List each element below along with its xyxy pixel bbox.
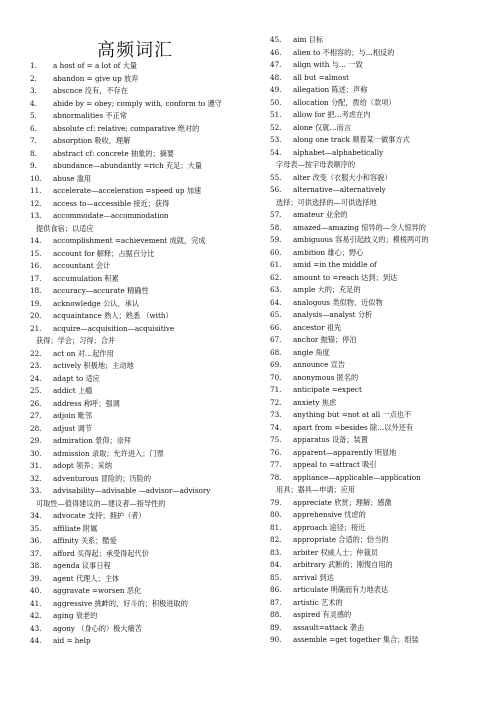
entry-text: apparatus 设备；装置 — [293, 435, 368, 444]
vocab-entry — [30, 285, 244, 298]
entry-translation: 选择；可供选择的—可供选择地 — [276, 197, 377, 207]
entry-text: arbiter 权威人士；仲裁员 — [293, 547, 378, 557]
entry-text: acquire—acquisition—acquisitive — [53, 323, 175, 333]
vocab-entry — [30, 298, 244, 311]
entry-text: act on 对…起作用 — [53, 348, 114, 358]
entry-number: 83. — [270, 547, 282, 557]
entry-text: aim 目标 — [293, 35, 324, 44]
entry-text: advisability—advisable —advisor—advisory — [53, 486, 211, 495]
entry-number: 43. — [30, 623, 42, 633]
vocab-entry — [30, 573, 244, 586]
entry-translation: 字母表—按字母表顺序的 — [276, 160, 356, 169]
vocab-entry — [270, 522, 490, 535]
entry-text: analysis—analyst 分析 — [293, 310, 373, 319]
entry-text: abide by = obey; comply with, conform to 遵守 — [53, 98, 222, 108]
vocab-entry — [270, 359, 490, 372]
entry-number: 24. — [30, 373, 42, 383]
vocab-entry — [270, 184, 490, 209]
entry-number: 46. — [270, 47, 282, 57]
vocab-entry — [30, 85, 244, 98]
entry-number: 18. — [30, 286, 42, 295]
entry-text: abandon = give up 放弃 — [53, 73, 139, 83]
entry-number: 7. — [30, 136, 37, 145]
entry-text: align with 与… 一致 — [293, 60, 363, 69]
entry-number: 74. — [270, 422, 282, 432]
entry-text: alternative—alternatively — [293, 185, 386, 194]
entry-number: 23. — [30, 361, 42, 370]
entry-text: amount to =reach 达到；到达 — [293, 272, 398, 282]
entry-text: agony （身心的）极大痛苦 — [53, 623, 142, 633]
entry-number: 10. — [30, 173, 42, 183]
entry-text: absorption 吸收，理解 — [53, 136, 131, 145]
vocab-entry — [30, 73, 244, 86]
entry-number: 80. — [270, 510, 282, 519]
entry-text: all but =almost — [293, 72, 349, 82]
vocab-entry — [30, 60, 244, 73]
entry-number: 2. — [30, 73, 37, 83]
vocab-entry — [270, 459, 490, 472]
entry-number: 11. — [30, 186, 42, 195]
vocab-entry — [270, 597, 490, 610]
vocab-entry — [270, 284, 490, 297]
entry-text: affinity 关系；酷爱 — [53, 536, 117, 545]
vocab-entry — [30, 510, 244, 523]
entry-text: angle 角度 — [293, 347, 330, 357]
entry-number: 70. — [270, 372, 282, 382]
vocab-entry — [270, 34, 490, 47]
entry-text: adapt to 适应 — [53, 373, 100, 383]
entry-number: 77. — [270, 460, 282, 469]
entry-text: arrival 到达 — [293, 572, 334, 582]
entry-text: appliance—applicable—application — [293, 472, 421, 482]
vocab-entry — [270, 397, 490, 410]
vocab-entry — [270, 122, 490, 135]
entry-text: advocate 支持；拥护（者） — [53, 511, 146, 520]
entry-number: 90. — [270, 635, 282, 644]
vocab-entry — [30, 123, 244, 136]
entry-number: 30. — [30, 448, 42, 458]
entry-number: 35. — [30, 523, 42, 533]
vocab-entry — [270, 47, 490, 60]
vocab-entry — [30, 560, 244, 573]
entry-number: 42. — [30, 611, 42, 620]
entry-text: abnormalities 不正常 — [53, 111, 127, 120]
entry-number: 85. — [270, 572, 282, 582]
vocab-entry — [270, 347, 490, 360]
page-title: 高频词汇 — [97, 40, 173, 61]
entry-text: appeal to =attract 吸引 — [293, 460, 377, 469]
entry-number: 39. — [30, 573, 42, 583]
vocab-entry — [270, 609, 490, 622]
entry-number: 69. — [270, 360, 282, 369]
entry-text: access to—accessible 接近；获得 — [53, 198, 170, 208]
entry-number: 60. — [270, 247, 282, 257]
entry-number: 67. — [270, 335, 282, 344]
entry-number: 38. — [30, 561, 42, 570]
entry-number: 6. — [30, 123, 37, 133]
entry-number: 65. — [270, 310, 282, 319]
entry-number: 44. — [30, 636, 42, 645]
entry-text: artistic 艺术的 — [293, 597, 343, 607]
entry-text: aggressive 挑衅的，好斗的；积极进取的 — [53, 598, 188, 608]
vocab-entry — [270, 234, 490, 247]
entry-text: ambiguous 容易引起歧义的；模棱两可的 — [293, 235, 429, 244]
entry-text: admiration 景仰；崇拜 — [53, 436, 132, 445]
vocab-entry — [30, 423, 244, 436]
entry-text: agent 代理人；主体 — [53, 573, 120, 583]
entry-text: amateur 业余的 — [293, 210, 348, 219]
entry-number: 64. — [270, 297, 282, 307]
entry-number: 33. — [30, 486, 42, 495]
entry-number: 82. — [270, 535, 282, 544]
right-column — [270, 34, 490, 647]
entry-text: adopt 领养；采纳 — [53, 461, 112, 470]
vocab-entry — [30, 248, 244, 261]
vocab-entry — [270, 509, 490, 522]
vocab-entry — [270, 409, 490, 422]
entry-number: 20. — [30, 311, 42, 320]
vocab-entry — [270, 559, 490, 572]
entry-number: 37. — [30, 548, 42, 558]
vocab-entry — [270, 497, 490, 510]
vocab-entry — [270, 547, 490, 560]
vocab-entry — [270, 222, 490, 235]
entry-text: apprehensive 忧虑的 — [293, 510, 366, 519]
entry-translation: 获得；学会；习得；合并 — [36, 336, 116, 345]
entry-text: address 称呼；强调 — [53, 398, 120, 408]
entry-text: aging 衰老的 — [53, 611, 98, 620]
entry-text: abundance—abundantly =rich 充足；大量 — [53, 161, 202, 170]
vocab-entry — [30, 198, 244, 211]
vocab-entry — [30, 110, 244, 123]
vocab-entry — [270, 172, 490, 185]
entry-number: 14. — [30, 236, 42, 245]
entry-number: 45. — [270, 35, 282, 44]
vocab-entry — [30, 348, 244, 361]
entry-number: 58. — [270, 222, 282, 232]
entry-text: alter 改变（衣服大小和容貌） — [293, 172, 392, 182]
entry-number: 41. — [30, 598, 42, 608]
entry-text: account for 解释；占据百分比 — [53, 248, 155, 258]
vocab-entry — [30, 473, 244, 486]
vocab-entry — [270, 572, 490, 585]
entry-text: aspired 有灵感的 — [293, 610, 352, 619]
entry-text: alone 仅就…而言 — [293, 122, 352, 132]
entry-number: 66. — [270, 322, 282, 332]
entry-text: alphabet—alphabetically — [293, 147, 384, 157]
vocab-entry — [30, 410, 244, 423]
vocab-entry — [270, 422, 490, 435]
entry-number: 9. — [30, 161, 37, 170]
entry-text: ancestor 祖先 — [293, 322, 342, 332]
vocab-entry — [30, 135, 244, 148]
entry-number: 53. — [270, 135, 282, 144]
entry-text: arbitrary 武断的；刚愎自用的 — [293, 560, 393, 569]
entry-text: aggravate =worsen 恶化 — [53, 586, 142, 595]
entry-number: 81. — [270, 522, 282, 532]
vocab-entry — [30, 273, 244, 286]
entry-number: 84. — [270, 560, 282, 569]
entry-text: anchor 抛锚；停泊 — [293, 335, 357, 344]
entry-text: assemble =get together 集合；组装 — [293, 635, 419, 644]
entry-text: accuracy—accurate 精确性 — [53, 286, 149, 295]
entry-text: announce 宣告 — [293, 360, 346, 369]
entry-text: acquaintance 熟人；熟悉 （with） — [53, 311, 173, 320]
vocab-entry — [270, 384, 490, 397]
entry-number: 73. — [270, 410, 282, 419]
entry-text: appreciate 欣赏；理解；感激 — [293, 497, 392, 507]
vocab-entry — [270, 147, 490, 172]
entry-text: alien to 不相容的；与…相反的 — [293, 47, 395, 57]
entry-number: 8. — [30, 148, 37, 158]
entry-number: 56. — [270, 185, 282, 194]
entry-translation: 可取性—值得建议的—建议者—指导性的 — [36, 498, 166, 508]
entry-number: 51. — [270, 110, 282, 119]
entry-number: 54. — [270, 147, 282, 157]
vocab-entry — [30, 210, 244, 235]
entry-text: allegation 陈述；声称 — [293, 85, 368, 94]
entry-text: addict 上瘾 — [53, 386, 93, 395]
entry-text: amid =in the middle of — [293, 260, 377, 269]
vocab-entry — [270, 272, 490, 285]
entry-number: 5. — [30, 111, 37, 120]
entry-number: 52. — [270, 122, 282, 132]
vocab-entry — [270, 372, 490, 385]
entry-number: 68. — [270, 347, 282, 357]
entry-text: accumulation 积累 — [53, 273, 119, 283]
vocab-entry — [270, 209, 490, 222]
vocab-entry — [270, 634, 490, 647]
entry-text: anxiety 焦虑 — [293, 397, 337, 407]
entry-number: 40. — [30, 586, 42, 595]
vocab-entry — [270, 334, 490, 347]
vocab-entry — [30, 98, 244, 111]
vocab-entry — [30, 185, 244, 198]
vocab-entry — [270, 447, 490, 460]
entry-text: articulate 明确而有力地表达 — [293, 585, 389, 594]
entry-text: acknowledge 公认、承认 — [53, 298, 140, 308]
vocab-entry — [270, 534, 490, 547]
entry-number: 48. — [270, 72, 282, 82]
entry-number: 76. — [270, 447, 282, 457]
vocab-entry — [270, 434, 490, 447]
entry-number: 75. — [270, 435, 282, 444]
entry-number: 88. — [270, 610, 282, 619]
entry-number: 34. — [30, 511, 42, 520]
vocab-entry — [30, 148, 244, 161]
entry-number: 27. — [30, 411, 42, 420]
vocab-entry — [270, 584, 490, 597]
vocab-entry — [30, 173, 244, 186]
entry-number: 21. — [30, 323, 42, 333]
vocab-entry — [30, 385, 244, 398]
entry-translation: 用具；器具—申请；应用 — [276, 485, 356, 494]
entry-number: 63. — [270, 285, 282, 294]
vocab-entry — [30, 373, 244, 386]
entry-text: abuse 滥用 — [53, 173, 92, 183]
entry-number: 1. — [30, 61, 37, 70]
entry-number: 13. — [30, 211, 42, 220]
entry-number: 86. — [270, 585, 282, 594]
entry-number: 55. — [270, 172, 282, 182]
vocab-entry — [30, 323, 244, 348]
entry-text: accountant 会计 — [53, 261, 111, 270]
entry-text: allow for 把…考虑在内 — [293, 110, 371, 119]
entry-number: 31. — [30, 461, 42, 470]
vocab-entry — [270, 297, 490, 310]
entry-number: 28. — [30, 423, 42, 433]
entry-number: 87. — [270, 597, 282, 607]
entry-number: 3. — [30, 86, 37, 95]
entry-number: 61. — [270, 260, 282, 269]
entry-text: ample 大的；充足的 — [293, 285, 361, 294]
entry-number: 57. — [270, 210, 282, 219]
entry-number: 71. — [270, 385, 282, 394]
entry-text: along one track 顺着某一做事方式 — [293, 135, 410, 144]
entry-text: assault=attack 袭击 — [293, 622, 365, 632]
entry-text: apparent—apparently 明显地 — [293, 447, 397, 457]
entry-text: anticipate =expect — [293, 385, 362, 394]
entry-text: ambition 雄心；野心 — [293, 247, 364, 257]
entry-number: 62. — [270, 272, 282, 282]
entry-number: 15. — [30, 248, 42, 258]
vocab-entry — [30, 398, 244, 411]
vocab-entry — [270, 97, 490, 110]
vocab-entry — [270, 622, 490, 635]
entry-number: 36. — [30, 536, 42, 545]
entry-number: 47. — [270, 60, 282, 69]
entry-text: aid = help — [53, 636, 91, 645]
entry-number: 29. — [30, 436, 42, 445]
vocab-entry — [30, 598, 244, 611]
vocab-entry — [270, 59, 490, 72]
vocab-entry — [270, 84, 490, 97]
vocab-entry — [30, 623, 244, 636]
entry-translation: 提供食宿；以适应 — [36, 223, 94, 233]
vocab-entry — [30, 235, 244, 248]
entry-text: analogous 类似物、近似物 — [293, 297, 383, 307]
entry-text: appropriate 合适的；恰当的 — [293, 535, 389, 544]
entry-number: 72. — [270, 397, 282, 407]
entry-text: allocation 分配，拨给（款项） — [293, 97, 396, 107]
entry-text: adjust 调节 — [53, 423, 92, 433]
entry-text: actively 积极地；主动地 — [53, 361, 134, 370]
entry-number: 16. — [30, 261, 42, 270]
entry-text: abscnce 没有，不存在 — [53, 86, 128, 95]
entry-text: adventurous 冒险的；历险的 — [53, 473, 152, 483]
vocab-entry — [270, 109, 490, 122]
entry-number: 59. — [270, 235, 282, 244]
entry-number: 25. — [30, 386, 42, 395]
entry-text: absolute cf: relative; comparative 绝对的 — [53, 123, 200, 133]
entry-text: a host of = a lot of 大量 — [53, 61, 137, 70]
entry-number: 12. — [30, 198, 42, 208]
vocab-entry — [30, 535, 244, 548]
vocab-entry — [270, 309, 490, 322]
entry-text: accommodate—accommodation — [53, 211, 169, 220]
vocab-entry — [30, 160, 244, 173]
vocab-entry — [270, 72, 490, 85]
vocab-entry — [270, 134, 490, 147]
vocab-entry — [30, 523, 244, 536]
vocab-entry — [30, 260, 244, 273]
entry-number: 26. — [30, 398, 42, 408]
entry-text: afford 买得起；承受得起代价 — [53, 548, 149, 558]
vocab-entry — [270, 259, 490, 272]
entry-text: affiliate 附属 — [53, 523, 98, 533]
vocab-entry — [270, 322, 490, 335]
entry-text: adjoin 毗邻 — [53, 411, 93, 420]
entry-number: 4. — [30, 98, 37, 108]
vocab-entry — [30, 310, 244, 323]
vocab-entry — [270, 247, 490, 260]
vocab-entry — [30, 360, 244, 373]
entry-text: apart from =besides 除…以外还有 — [293, 422, 414, 432]
entry-number: 49. — [270, 85, 282, 94]
vocab-entry — [30, 435, 244, 448]
vocab-entry — [30, 485, 244, 510]
entry-number: 89. — [270, 622, 282, 632]
vocab-entry — [30, 610, 244, 623]
entry-text: accelerate—acceleration =speed up 加速 — [53, 186, 202, 195]
entry-text: abstract cf: concrete 抽象的；摘要 — [53, 148, 175, 158]
entry-text: approach 途径；接近 — [293, 522, 366, 532]
vocab-entry — [30, 548, 244, 561]
entry-number: 50. — [270, 97, 282, 107]
left-column — [30, 60, 244, 648]
entry-number: 19. — [30, 298, 42, 308]
vocab-entry — [270, 472, 490, 497]
entry-text: agenda 议事日程 — [53, 561, 111, 570]
vocab-entry — [30, 448, 244, 461]
entry-number: 79. — [270, 497, 282, 507]
entry-number: 32. — [30, 473, 42, 483]
entry-number: 22. — [30, 348, 42, 358]
entry-text: admission 录取；允许进入；门票 — [53, 448, 164, 458]
entry-text: anything but =not at all 一点也不 — [293, 410, 412, 419]
vocab-entry — [30, 460, 244, 473]
entry-text: amazed—amazing 惊异的—令人惊异的 — [293, 222, 426, 232]
entry-text: anonymous 匿名的 — [293, 372, 359, 382]
entry-text: accomplishment =achievement 成就，完成 — [53, 236, 206, 245]
entry-number: 78. — [270, 472, 282, 482]
vocab-entry — [30, 635, 244, 648]
entry-number: 17. — [30, 273, 42, 283]
vocab-entry — [30, 585, 244, 598]
